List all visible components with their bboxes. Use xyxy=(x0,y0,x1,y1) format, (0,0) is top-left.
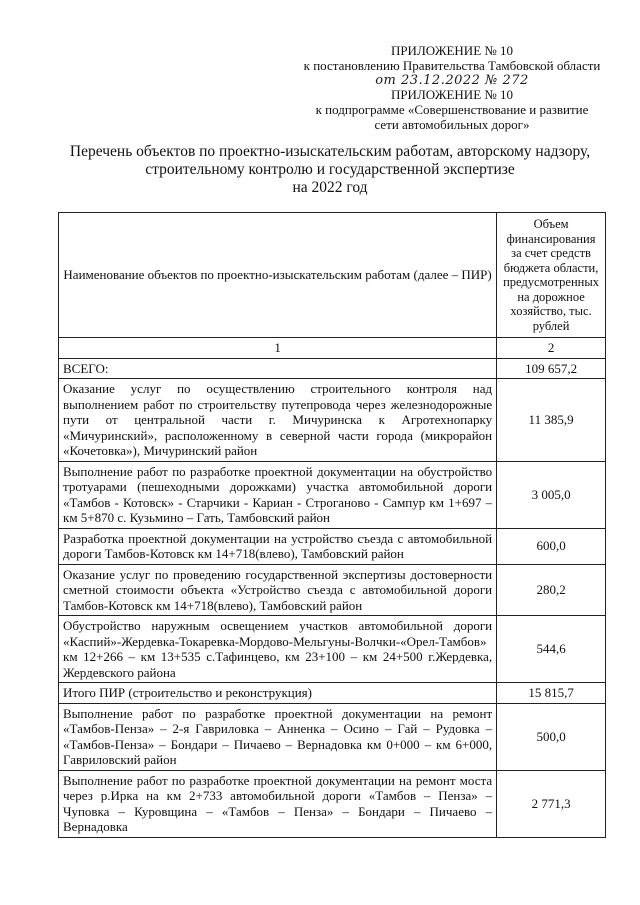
row-name: Выполнение работ по разработке проектной документации на ремонт моста через р.Ирка на км 2+733 автомобильной дороги «Тамбов – Пенза» – Чуповка – Куровщина – «Тамбов – Пенза» – Бондари – Пичаево – Вернадовка xyxy=(59,770,497,837)
title-line-2: строительному контролю и государственной экспертизе xyxy=(145,161,515,178)
handwritten-date-number: от 23.12.2022 № 272 xyxy=(375,73,529,88)
row-name: Разработка проектной документации на устройство съезда с автомобильной дороги Тамбов-Котовск км 14+718(влево), Тамбовский район xyxy=(59,528,497,564)
table-row xyxy=(59,616,606,683)
row-value: 109 657,2 xyxy=(497,358,606,379)
table-row xyxy=(59,703,606,770)
objects-table xyxy=(58,212,606,838)
title-line-3: на 2022 год xyxy=(292,179,368,196)
row-name: Выполнение работ по разработке проектной документации на ремонт «Тамбов-Пенза» – 2-я Гавриловка – Анненка – Осино – Гай – Рудовка – «Тамбов-Пенза» – Бондари – Пичаево – Вернадовка км 0+000 – км 6+000, Гавриловский район xyxy=(59,703,497,770)
row-name: ВСЕГО: xyxy=(59,358,497,379)
row-name: Оказание услуг по осуществлению строительного контроля над выполнением работ по строительству путепровода через железнодорожные пути от центральной части г. Мичуринска к Агротехнопарку «Мичуринский», расположенному в северной части города (микрорайон «Кочетовка»), Мичуринский район xyxy=(59,379,497,462)
appendix-header xyxy=(302,43,602,88)
subprogram-reference-2: сети автомобильных дорог» xyxy=(374,117,530,132)
row-value: 2 771,3 xyxy=(497,770,606,837)
column-number-2: 2 xyxy=(497,338,606,359)
resolution-reference: к постановлению Правительства Тамбовской области xyxy=(303,58,601,73)
row-name: Обустройство наружным освещением участков автомобильной дороги «Каспий»-Жердевка-Токаревка-Мордово-Мельгуны-Волчки-«Орел-Тамбов» км 12+266 – км 13+535 с.Тафинцево, км 23+100 – км 24+500 г.Жердевка, Жердевского района xyxy=(59,616,497,683)
row-value: 280,2 xyxy=(497,564,606,616)
table-row-subtotal xyxy=(59,683,606,704)
row-name: Выполнение работ по разработке проектной документации на обустройство тротуарами (пешеходными дорожками) участка автомобильной дороги «Тамбов - Котовск» - Старчики - Кариан - Строганово - Сампур км 1+697 – км 5+870 с. Кузьмино – Гать, Тамбовский район xyxy=(59,461,497,528)
subprogram-reference-1: к подпрограмме «Совершенствование и развитие xyxy=(315,102,589,117)
document-title xyxy=(60,143,600,197)
subprogram-header xyxy=(302,87,602,132)
row-value: 11 385,9 xyxy=(497,379,606,462)
column-header-name: Наименование объектов по проектно-изыскательским работам (далее – ПИР) xyxy=(59,213,497,338)
row-name: Итого ПИР (строительство и реконструкция) xyxy=(59,683,497,704)
row-value: 544,6 xyxy=(497,616,606,683)
column-header-funding: Объем финансирования за счет средств бюджета области, предусмотренных на дорожное хозяйство, тыс. рублей xyxy=(497,213,606,338)
table-row xyxy=(59,461,606,528)
table-row xyxy=(59,379,606,462)
table-row xyxy=(59,564,606,616)
column-number-1: 1 xyxy=(59,338,497,359)
table-row-total xyxy=(59,358,606,379)
appendix-number-2: ПРИЛОЖЕНИЕ № 10 xyxy=(390,87,514,102)
row-name: Оказание услуг по проведению государственной экспертизы достоверности сметной стоимости объекта «Устройство съезда с автомобильной дороги Тамбов-Котовск км 14+718(влево), Тамбовский район xyxy=(59,564,497,616)
table-row xyxy=(59,770,606,837)
row-value: 600,0 xyxy=(497,528,606,564)
title-line-1: Перечень объектов по проектно-изыскательским работам, авторскому надзору, xyxy=(69,143,591,160)
appendix-number: ПРИЛОЖЕНИЕ № 10 xyxy=(390,43,514,58)
table-row xyxy=(59,528,606,564)
row-value: 15 815,7 xyxy=(497,683,606,704)
row-value: 500,0 xyxy=(497,703,606,770)
row-value: 3 005,0 xyxy=(497,461,606,528)
